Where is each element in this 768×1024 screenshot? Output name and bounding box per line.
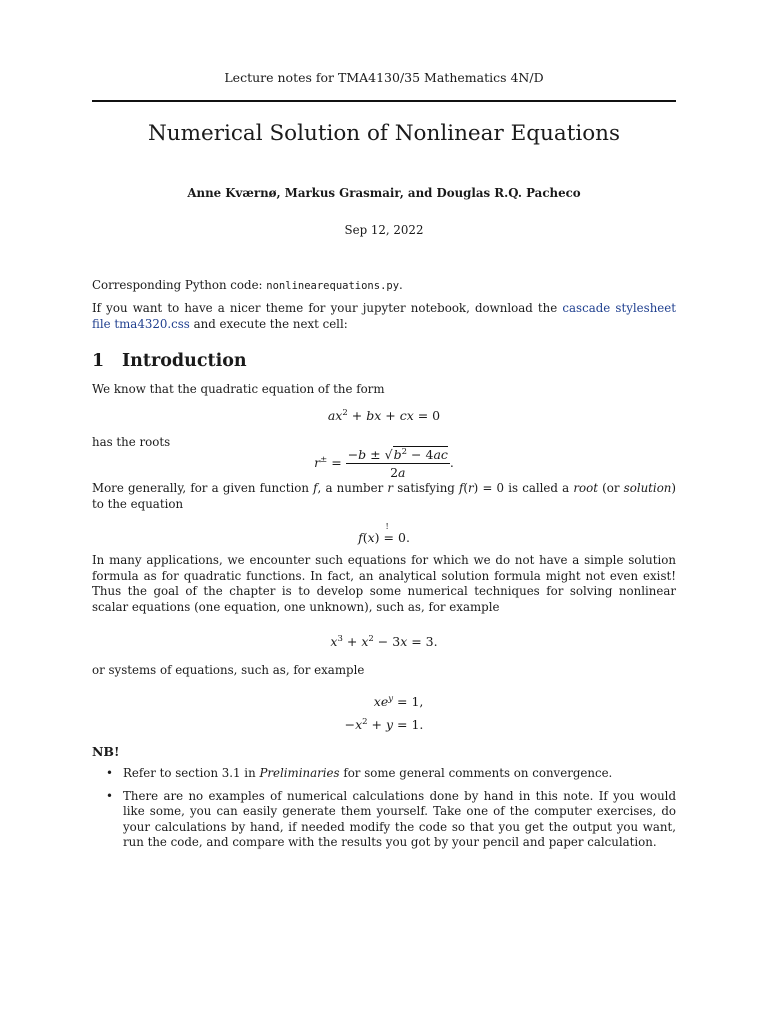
body-paragraph-2: has the roots — [92, 435, 171, 449]
document-title: Numerical Solution of Nonlinear Equations — [147, 121, 621, 146]
bullet2-text: There are no examples of numerical calculations done by hand in this note. If you would like some, you can easily generate them yourself. Take one of the computer exercises, do your calculations by hand, if needed modify the code so that you get the output you want, run the code, and compare with the results you got by your pencil and paper calculation. — [123, 788, 676, 849]
bullet1-emphasis: Preliminaries — [259, 766, 340, 780]
python-code-paragraph — [92, 278, 676, 295]
equation-roots: r± = $\frac{-b \pm √b^2 - 4ac}{2a}$ . — [314, 447, 454, 480]
python-code-suffix: . — [399, 278, 403, 292]
body-paragraph-3: More generally, for a given function f, a number r satisfying f(r) = 0 is called a root (or solution) to the equation — [92, 481, 677, 511]
p3-text-c: satisfying — [393, 481, 460, 495]
theme-text-prefix: If you want to have a nicer theme for your jupyter notebook, download the — [92, 301, 563, 315]
body-paragraph-4: In many applications, we encounter such equations for which we do not have a simple solution formula as for quadratic functions. In fact, an analytical solution formula might not even exist! Thus the goal of the chapter is to develop some numerical techniques for solving nonlinear scalar equations (one equation, one unknown), such as, for example — [92, 553, 676, 614]
date: Sep 12, 2022 — [344, 223, 424, 237]
running-header: Lecture notes for TMA4130/35 Mathematics 4N/D — [224, 70, 544, 85]
python-code-prefix: Corresponding Python code: — [92, 278, 267, 292]
list-item — [92, 766, 676, 782]
p3-text-f: ) to the equation — [92, 481, 677, 511]
stylesheet-link[interactable]: cascade stylesheet file tma4320.css — [92, 301, 676, 331]
equation-fx: f(x) = ! 0. — [358, 522, 410, 545]
equation-system — [0, 689, 768, 735]
p3-text-b: , a number — [317, 481, 388, 495]
roots-fraction: $\frac{-b \pm √b^2 - 4ac}{2a}$ — [347, 447, 448, 480]
equation-quadratic: $ax^2$ + bx + cx = 0 — [327, 408, 441, 423]
header-rule — [92, 100, 676, 102]
python-code-filename: nonlinearequations.py — [266, 280, 400, 292]
p3-text-e: (or — [597, 481, 624, 495]
system-eq-2: $-x^2 + y = 1$. — [344, 717, 424, 732]
nb-bullet-list — [92, 758, 676, 858]
nb-label: NB! — [92, 744, 120, 759]
authors: Anne Kværnø, Markus Grasmair, and Douglas R.Q. Pacheco — [187, 186, 581, 200]
section-heading — [92, 351, 247, 371]
p3-root: root — [573, 481, 598, 495]
section-title: Introduction — [122, 351, 247, 371]
system-eq-1: $xe^y = 1$, — [373, 694, 424, 709]
bullet-dot: • — [106, 788, 113, 803]
body-paragraph-5: or systems of equations, such as, for example — [92, 663, 365, 677]
p3-text-a: More generally, for a given function — [92, 481, 314, 495]
theme-paragraph — [92, 301, 676, 332]
p3-text-d: is called a — [504, 481, 574, 495]
bullet1-prefix: Refer to section 3.1 in — [123, 766, 260, 780]
theme-text-suffix: and execute the next cell: — [189, 316, 348, 331]
section-number: 1 — [92, 351, 105, 371]
list-item — [92, 789, 676, 851]
body-paragraph-1: We know that the quadratic equation of the form — [92, 382, 385, 396]
p3-solution: solution — [623, 481, 672, 495]
bullet1-suffix: for some general comments on convergence. — [339, 766, 613, 780]
equation-cubic: $x^3 + x^2 - 3x = 3$. — [330, 634, 438, 649]
bullet-dot: • — [106, 766, 113, 780]
